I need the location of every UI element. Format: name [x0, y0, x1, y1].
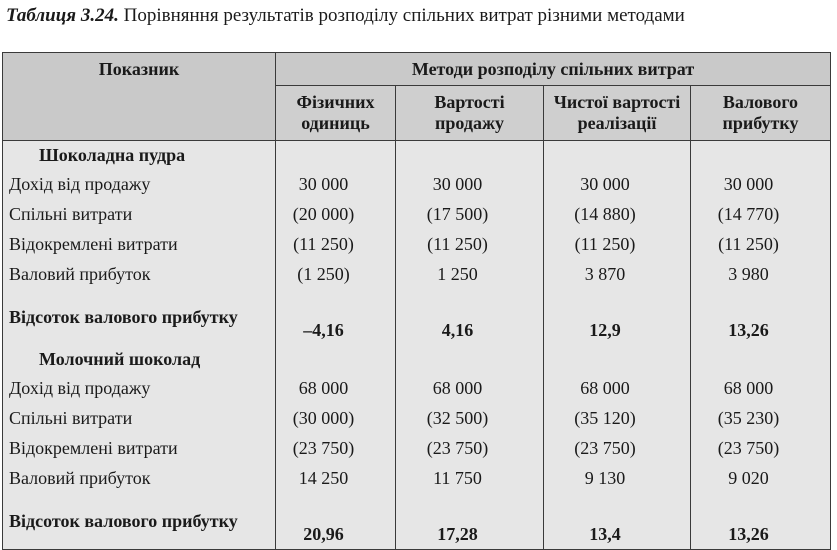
caption-text: Порівняння результатів розподілу спільних витрат різними методами — [123, 5, 685, 26]
cost-allocation-table — [2, 52, 831, 550]
percent-sales-value: 4,16 — [396, 289, 544, 345]
percent-net-realizable-value: 12,9 — [544, 289, 691, 345]
value-net-realizable-value: 9 130 — [544, 463, 691, 493]
value-physical-units: 68 000 — [276, 373, 396, 403]
empty-cell — [691, 345, 831, 373]
header-method-sales-value: Вартості продажу — [396, 86, 544, 141]
row-label: Дохід від продажу — [3, 373, 276, 403]
header-method-physical-units: Фізичних одиниць — [276, 86, 396, 141]
section-title: Шоколадна пудра — [3, 141, 276, 170]
value-physical-units: (30 000) — [276, 403, 396, 433]
value-sales-value: 11 750 — [396, 463, 544, 493]
value-net-realizable-value: (35 120) — [544, 403, 691, 433]
value-net-realizable-value: (14 880) — [544, 199, 691, 229]
empty-cell — [544, 141, 691, 170]
empty-cell — [396, 141, 544, 170]
gross-margin-percent-row — [3, 493, 831, 550]
value-physical-units: (11 250) — [276, 229, 396, 259]
row-label: Відокремлені витрати — [3, 433, 276, 463]
value-net-realizable-value: 30 000 — [544, 169, 691, 199]
empty-cell — [544, 345, 691, 373]
empty-cell — [691, 141, 831, 170]
section-title-row — [3, 141, 831, 170]
percent-physical-units: 20,96 — [276, 493, 396, 550]
table-row — [3, 259, 831, 289]
row-label: Відсоток валового прибутку — [3, 493, 276, 550]
value-sales-value: (23 750) — [396, 433, 544, 463]
value-gross-margin: 9 020 — [691, 463, 831, 493]
table-body — [3, 141, 831, 550]
row-label: Дохід від продажу — [3, 169, 276, 199]
value-physical-units: (23 750) — [276, 433, 396, 463]
header-indicator: Показник — [3, 53, 276, 141]
value-gross-margin: (35 230) — [691, 403, 831, 433]
section-title: Молочний шоколад — [3, 345, 276, 373]
percent-physical-units: –4,16 — [276, 289, 396, 345]
table-row — [3, 403, 831, 433]
table-row — [3, 373, 831, 403]
table-header — [3, 53, 831, 141]
value-gross-margin: 68 000 — [691, 373, 831, 403]
row-label: Спільні витрати — [3, 199, 276, 229]
row-label: Спільні витрати — [3, 403, 276, 433]
percent-net-realizable-value: 13,4 — [544, 493, 691, 550]
value-sales-value: 68 000 — [396, 373, 544, 403]
empty-cell — [276, 141, 396, 170]
table-row — [3, 433, 831, 463]
value-net-realizable-value: 68 000 — [544, 373, 691, 403]
value-physical-units: 30 000 — [276, 169, 396, 199]
table-caption — [6, 4, 832, 28]
value-sales-value: (11 250) — [396, 229, 544, 259]
row-label: Відокремлені витрати — [3, 229, 276, 259]
table-row — [3, 229, 831, 259]
value-physical-units: 14 250 — [276, 463, 396, 493]
row-label: Валовий прибуток — [3, 463, 276, 493]
empty-cell — [276, 345, 396, 373]
value-physical-units: (20 000) — [276, 199, 396, 229]
value-net-realizable-value: (23 750) — [544, 433, 691, 463]
table-row — [3, 169, 831, 199]
value-gross-margin: 3 980 — [691, 259, 831, 289]
table-row — [3, 199, 831, 229]
percent-gross-margin: 13,26 — [691, 289, 831, 345]
caption-label: Таблиця 3.24. — [6, 5, 119, 26]
gross-margin-percent-row — [3, 289, 831, 345]
section-title-row — [3, 345, 831, 373]
value-gross-margin: (11 250) — [691, 229, 831, 259]
row-label: Відсоток валового прибутку — [3, 289, 276, 345]
value-sales-value: (17 500) — [396, 199, 544, 229]
table-row — [3, 463, 831, 493]
percent-sales-value: 17,28 — [396, 493, 544, 550]
percent-gross-margin: 13,26 — [691, 493, 831, 550]
value-gross-margin: (14 770) — [691, 199, 831, 229]
value-physical-units: (1 250) — [276, 259, 396, 289]
value-gross-margin: (23 750) — [691, 433, 831, 463]
value-net-realizable-value: (11 250) — [544, 229, 691, 259]
value-sales-value: (32 500) — [396, 403, 544, 433]
value-gross-margin: 30 000 — [691, 169, 831, 199]
value-net-realizable-value: 3 870 — [544, 259, 691, 289]
empty-cell — [396, 345, 544, 373]
header-method-gross-margin: Валового прибутку — [691, 86, 831, 141]
header-methods-group: Методи розподілу спільних витрат — [276, 53, 831, 86]
value-sales-value: 1 250 — [396, 259, 544, 289]
value-sales-value: 30 000 — [396, 169, 544, 199]
header-method-net-realizable-value: Чистої вартості реалізації — [544, 86, 691, 141]
row-label: Валовий прибуток — [3, 259, 276, 289]
